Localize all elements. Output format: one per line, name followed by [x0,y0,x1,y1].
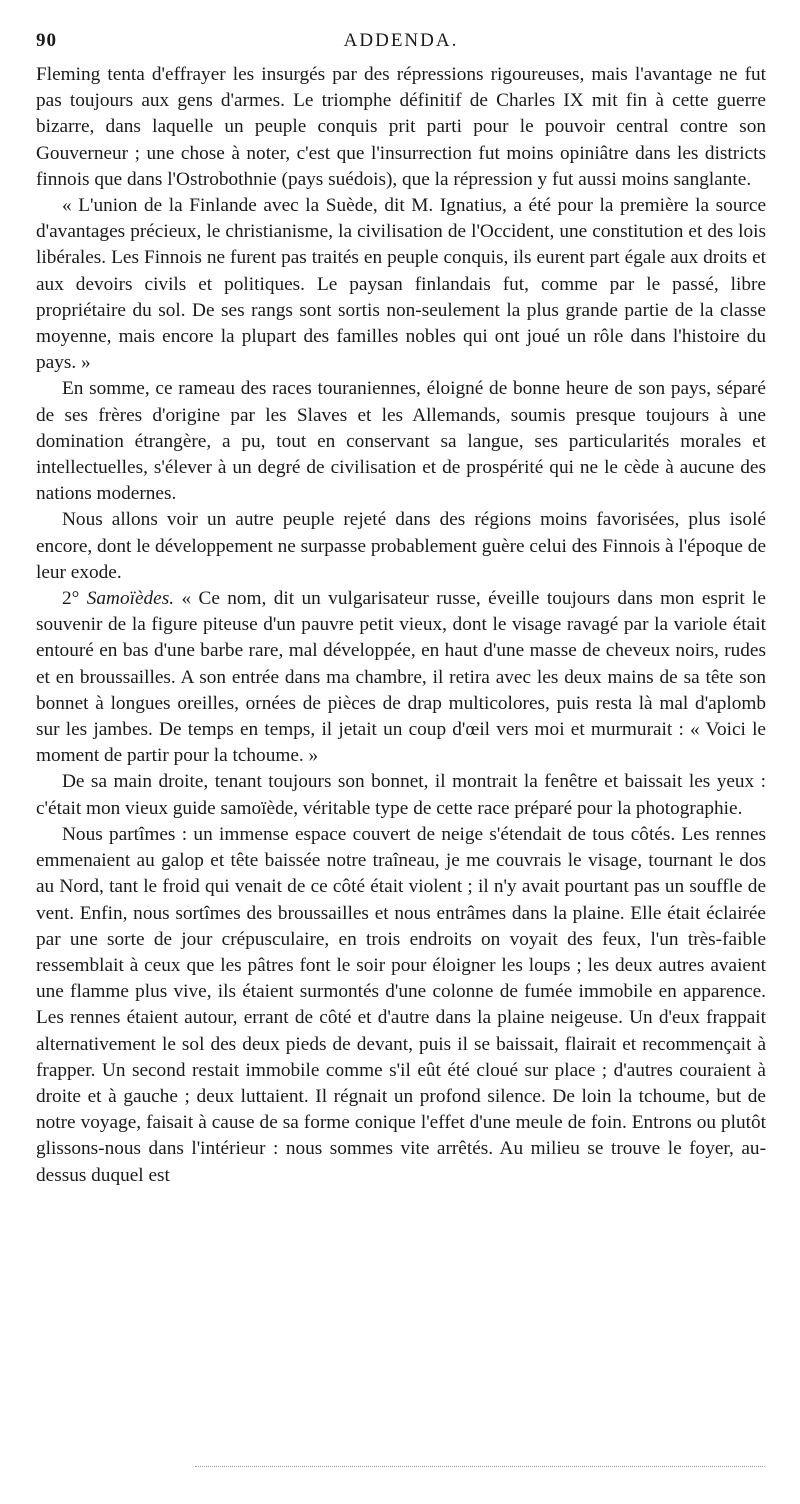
page-header [36,28,766,58]
paragraph: Nous partîmes : un immense espace couvert de neige s'étendait de tous côtés. Les rennes emmenaient au galop et tête baissée notre traîneau, je me couvrais le visage, tournant le dos au Nord, tant le froid qui venait de ce côté était violent ; il n'y avait pourtant pas un souffle de vent. Enfin, nous sortîmes des broussailles et nous entrâmes dans la plaine. Elle était éclairée par une sorte de jour crépusculaire, en trois endroits on voyait des feux, l'un très-faible ressemblait à ceux que les pâtres font le soir pour éloigner les loups ; les deux autres avaient une flamme plus vive, ils étaient surmontés d'une colonne de fumée immobile en apparence. Les rennes étaient autour, errant de côté et d'autre dans la plaine neigeuse. Un d'eux frappait alternativement le sol des deux pieds de devant, puis il se baissait, flairait et recommençait à frapper. Un second restait immobile comme s'il eût été cloué sur place ; d'autres couraient à droite et à gauche ; deux luttaient. Il régnait un profond silence. De loin la tchoume, but de notre voyage, faisait à cause de sa forme conique l'effet d'une meule de foin. Entrons ou plutôt glissons-nous dans l'intérieur : nous sommes vite arrêtés. Au milieu se trouve le foyer, au-dessus duquel est [36,823,766,1186]
paragraph: Fleming tenta d'effrayer les insurgés par des répressions rigoureuses, mais l'avantage ne fut pas toujours aux gens d'armes. Le triomphe définitif de Charles IX mit fin à cette guerre bizarre, dans laquelle un peuple conquis prit parti pour le pouvoir central contre son Gouverneur ; une chose à noter, c'est que l'insurrection fut moins opiniâtre dans les districts finnois que dans l'Ostrobothnie (pays suédois), que la répression y fut aussi moins sanglante. [36,64,766,190]
section-paragraph [36,586,766,769]
paragraph: « L'union de la Finlande avec la Suède, dit M. Ignatius, a été pour la première la source d'avantages précieux, le christianisme, la civilisation de l'Occident, une constitution et des lois libérales. Les Finnois ne furent pas traités en peuple conquis, ils eurent part égale aux droits et aux devoirs civils et politiques. Le paysan finlandais fut, comme par le passé, libre propriétaire du sol. De ses rangs sont sortis non-seulement la plus grande partie de la classe moyenne, mais encore la plupart des familles nobles qui ont joué un rôle dans l'histoire du pays. » [36,195,766,374]
section-title: Samoïèdes. [86,588,175,610]
running-title: ADDENDA. [343,30,459,51]
section-number: 2° [62,588,80,610]
page-number: 90 [36,30,57,51]
document-page [36,28,766,1189]
footer-rule [195,1466,765,1467]
paragraph: De sa main droite, tenant toujours son bonnet, il montrait la fenêtre et baissait les yeux : c'était mon vieux guide samoïède, véritable type de cette race préparé pour la photographie. [36,771,766,819]
body-text [36,62,766,1189]
section-text: « Ce nom, dit un vulgarisateur russe, éveille toujours dans mon esprit le souvenir de la figure piteuse d'un pauvre petit vieux, dont le visage ravagé par la variole était entouré en bas d'une barbe rare, mal développée, en haut d'une masse de cheveux noirs, rudes et en broussailles. A son entrée dans ma chambre, il retira avec les deux mains de sa tête son bonnet à longues oreilles, ornées de pièces de drap multicolores, puis resta là mal d'aplomb sur les jambes. De temps en temps, il jetait un coup d'œil vers moi et murmurait : « Voici le moment de partir pour la tchoume. » [36,588,766,767]
paragraph: En somme, ce rameau des races touraniennes, éloigné de bonne heure de son pays, séparé de ses frères d'origine par les Slaves et les Allemands, soumis presque toujours à une domination étrangère, a pu, tout en conservant sa langue, ses particularités morales et intellectuelles, s'élever à un degré de civilisation et de prospérité qui ne le cède à aucune des nations modernes. [36,378,766,505]
paragraph: Nous allons voir un autre peuple rejeté dans des régions moins favorisées, plus isolé encore, dont le développement ne surpasse probablement guère celui des Finnois à l'époque de leur exode. [36,509,766,583]
